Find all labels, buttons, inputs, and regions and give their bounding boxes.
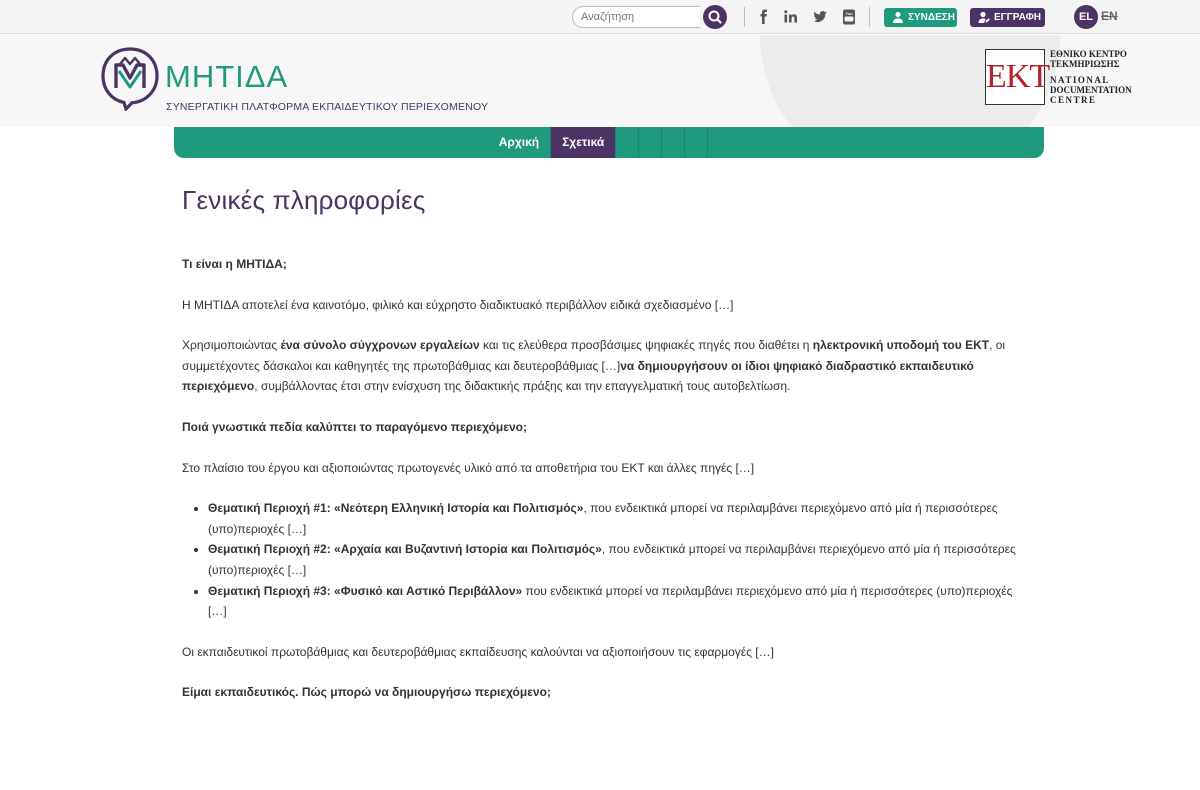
mitida-logo-icon[interactable] [99, 45, 161, 111]
ekt-logo[interactable]: EKT [985, 49, 1045, 105]
search-button[interactable] [703, 5, 727, 29]
nav-item-participate[interactable] [685, 127, 708, 158]
text-run: , που ενδεικτικά μπορεί να περιλαμβάνει περιεχόμενο από μία ή περισσότερες (υπο)περιοχές […] [208, 501, 998, 536]
text-run: , συμβάλλοντας έτσι στην ενίσχυση της διδακτικής πράξης και την επαγγελματική τους αυτοβελτίωση. [254, 379, 791, 394]
text-run: Χρησιμοποιώντας [182, 338, 281, 353]
main-navigation [174, 127, 1044, 158]
twitter-icon[interactable] [811, 8, 829, 26]
top-utility-bar [0, 0, 1200, 34]
bold-text: Θεματική Περιοχή #1: «Νεότερη Ελληνική Ιστορία και Πολιτισμός» [208, 501, 584, 516]
bold-text: Θεματική Περιοχή #2: «Αρχαία και Βυζαντινή Ιστορία και Πολιτισμός» [208, 542, 602, 557]
question-heading: Τι είναι η ΜΗΤΙΔΑ; [182, 257, 287, 271]
search-input[interactable] [572, 6, 700, 28]
register-button[interactable] [970, 8, 1045, 27]
search-icon [703, 5, 727, 29]
text-run: και τις ελεύθερα προσβάσιμες ψηφιακές πηγές που διαθέτει η [479, 338, 813, 353]
login-button[interactable] [884, 8, 957, 27]
paragraph [182, 335, 1032, 397]
linkedin-icon[interactable] [782, 8, 800, 26]
list-item [208, 581, 1032, 622]
language-el-button[interactable]: EL [1074, 5, 1098, 29]
list-item [208, 539, 1032, 580]
register-label: ΕΓΓΡΑΦΗ [994, 12, 1042, 23]
nav-item-announcements[interactable] [662, 127, 685, 158]
nav-item-ekt-sources[interactable] [639, 127, 662, 158]
paragraph: Η ΜΗΤΙΔΑ αποτελεί ένα καινοτόμο, φιλικό και εύχρηστο διαδικτυακό περιβάλλον ειδικά σχεδιασμένο […] [182, 297, 734, 312]
divider [744, 7, 745, 27]
logo-subtitle: ΣΥΝΕΡΓΑΤΙΚΗ ΠΛΑΤΦΟΡΜΑ ΕΚΠΑΙΔΕΥΤΙΚΟΥ ΠΕΡΙΕΧΟΜΕΝΟΥ [166, 101, 489, 113]
logo-title[interactable]: ΜΗΤΙΔΑ [165, 59, 289, 94]
text-run: , που ενδεικτικά μπορεί να περιλαμβάνει περιεχόμενο από μία ή περισσότερες (υπο)περιοχές […] [208, 542, 1016, 577]
youtube-icon[interactable] [840, 8, 858, 26]
ekt-logo-text [1050, 49, 1130, 105]
question-heading: Ποιά γνωστικά πεδία καλύπτει το παραγόμενο περιεχόμενο; [182, 419, 527, 434]
svg-text:You: You [845, 11, 853, 16]
ekt-en-line-2: DOCUMENTATION [1050, 85, 1132, 95]
list-item [208, 498, 1032, 539]
nav-item-thematic-units[interactable] [616, 127, 639, 158]
ekt-en-line-3: CENTRE [1050, 95, 1097, 105]
nav-item-about[interactable]: Σχετικά [551, 127, 616, 158]
bold-text: να δημιουργήσουν οι ίδιοι ψηφιακό διαδραστικό εκπαιδευτικό περιεχόμενο [182, 358, 974, 394]
ekt-en-line-1: NATIONAL [1050, 75, 1110, 85]
divider [869, 7, 870, 27]
text-run: , οι συμμετέχοντες δάσκαλοι και καθηγητές της πρωτοβάθμιας και δευτεροβάθμιας […] [182, 338, 1006, 373]
language-en-link[interactable]: EN [1101, 9, 1118, 23]
nav-item-home[interactable]: Αρχική [488, 127, 551, 158]
question-heading: Είμαι εκπαιδευτικός. Πώς μπορώ να δημιουργήσω περιεχόμενο; [182, 685, 551, 700]
user-edit-icon [978, 11, 990, 23]
login-label: ΣΥΝΔΕΣΗ [908, 12, 955, 23]
site-header [0, 35, 1200, 127]
ekt-gr-line-2: ΤΕΚΜΗΡΙΩΣΗΣ [1050, 59, 1120, 69]
main-content [182, 185, 1032, 723]
nav-item-contact[interactable] [708, 127, 730, 158]
ekt-gr-line-1: ΕΘΝΙΚΟ ΚΕΝΤΡΟ [1050, 49, 1127, 59]
bold-text: ηλεκτρονική υποδομή του ΕΚΤ [812, 338, 990, 353]
bold-text: ένα σύνολο σύγχρονων εργαλείων [280, 338, 480, 353]
thematic-areas-list [208, 498, 1032, 622]
text-run: που ενδεικτικά μπορεί να περιλαμβάνει περιεχόμενο από μία ή περισσότερες (υπο)περιοχές […] [208, 583, 1013, 619]
page-title: Γενικές πληροφορίες [182, 185, 426, 215]
paragraph: Οι εκπαιδευτικοί πρωτοβάθμιας και δευτεροβάθμιας εκπαίδευσης καλούνται να αξιοποιήσουν τις εφαρμογές […] [182, 644, 774, 659]
user-icon [892, 11, 904, 23]
paragraph: Στο πλαίσιο του έργου και αξιοποιώντας πρωτογενές υλικό από τα αποθετήρια του ΕΚΤ και άλλες πηγές […] [182, 460, 755, 475]
bold-text: Θεματική Περιοχή #3: «Φυσικό και Αστικό Περιβάλλον» [208, 583, 523, 598]
facebook-icon[interactable] [755, 8, 773, 26]
